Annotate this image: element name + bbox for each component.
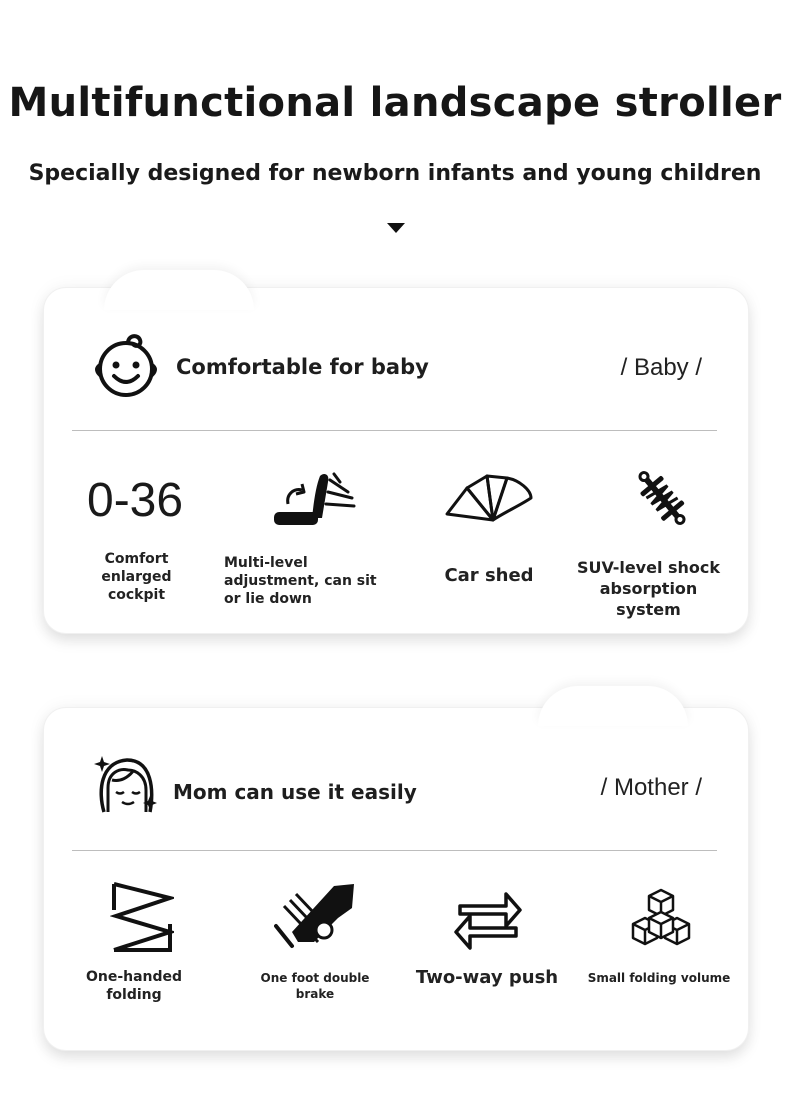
feature-label: One foot double brake	[260, 971, 370, 1001]
card-tab	[538, 686, 688, 726]
two-way-arrows-icon	[454, 884, 522, 950]
shock-absorber-icon	[626, 466, 698, 530]
section-tag: / Mother /	[600, 774, 702, 801]
feature-label: Two-way push	[415, 967, 559, 988]
feature-label: One-handed folding	[85, 969, 183, 1004]
feature-label: Small folding volume	[587, 971, 731, 985]
feature-label: Multi-level adjustment, can sit or lie down	[224, 555, 377, 608]
stacked-cubes-icon	[628, 888, 694, 950]
recline-seat-icon	[272, 470, 360, 528]
mother-face-icon	[94, 752, 160, 818]
triangle-down-icon	[387, 223, 405, 233]
divider	[72, 850, 717, 851]
baby-face-icon	[92, 332, 160, 400]
page-title: Multifunctional landscape stroller	[8, 80, 782, 126]
card-tab	[104, 270, 254, 310]
mother-features-card	[44, 708, 748, 1050]
section-tag: / Baby /	[620, 354, 702, 381]
foot-brake-icon	[274, 882, 356, 950]
age-range-value: 0-36	[87, 474, 184, 527]
page-subtitle: Specially designed for newborn infants and young children	[28, 161, 762, 186]
section-label: Mom can use it easily	[173, 780, 417, 804]
baby-features-card	[44, 288, 748, 633]
zigzag-fold-icon	[110, 880, 174, 954]
feature-label: Comfort enlarged cockpit	[101, 551, 172, 604]
canopy-icon	[445, 474, 533, 524]
feature-label: Car shed	[444, 565, 534, 586]
section-label: Comfortable for baby	[176, 355, 429, 379]
feature-label: SUV-level shock absorption system	[576, 558, 721, 619]
divider	[72, 430, 717, 431]
